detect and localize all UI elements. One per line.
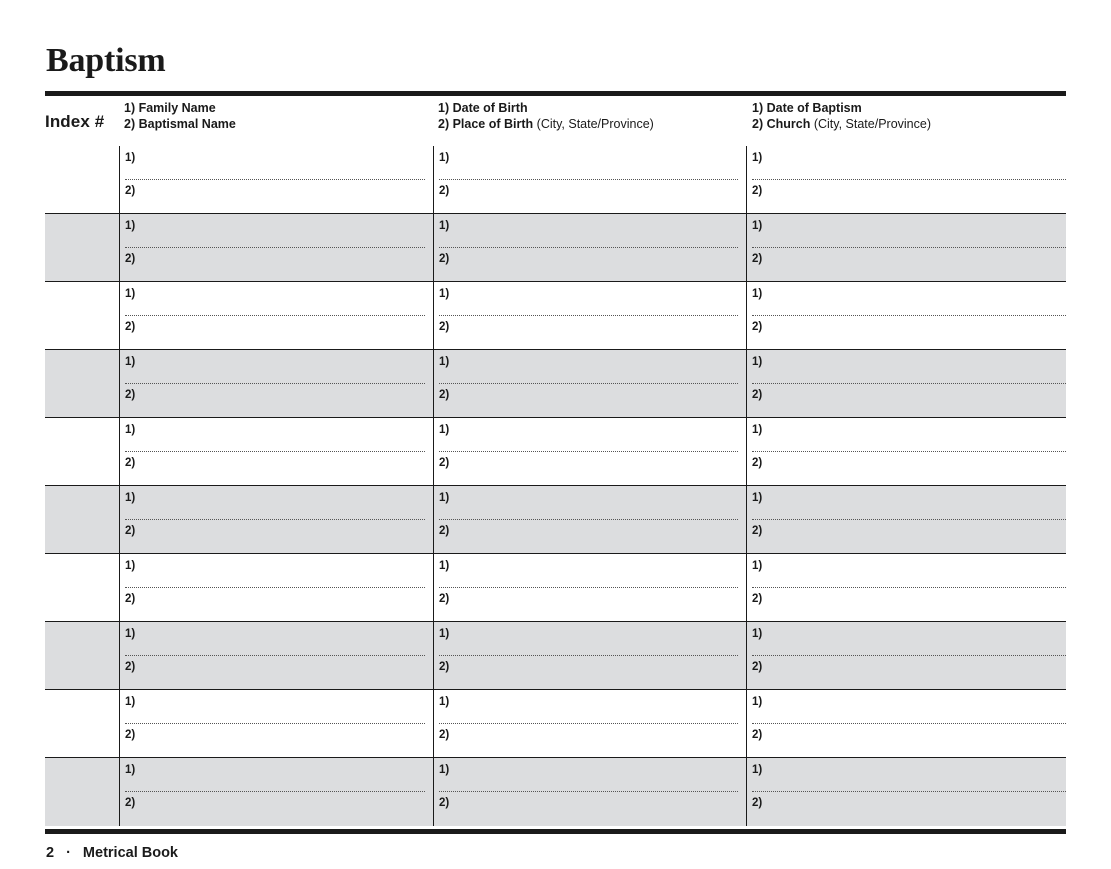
entry-label-2: 2)	[125, 661, 136, 673]
baptism-cell	[746, 282, 1066, 349]
entry-line[interactable]	[125, 791, 425, 792]
entry-line[interactable]	[752, 519, 1066, 520]
entry-label-1: 1)	[752, 492, 763, 504]
entry-label-2: 2)	[439, 525, 450, 537]
birth-cell	[433, 690, 746, 757]
column-header-note: (City, State/Province)	[813, 117, 931, 131]
entry-label-1: 1)	[752, 356, 763, 368]
entry-label-1: 1)	[439, 220, 450, 232]
register-table	[45, 146, 1066, 826]
entry-label-2: 2)	[125, 593, 136, 605]
entry-label-1: 1)	[439, 560, 450, 572]
entry-label-2: 2)	[752, 593, 763, 605]
entry-line[interactable]	[752, 179, 1066, 180]
table-row	[45, 554, 1066, 622]
entry-line[interactable]	[439, 247, 738, 248]
table-row	[45, 758, 1066, 826]
entry-label-1: 1)	[125, 288, 136, 300]
entry-label-2: 2)	[125, 321, 136, 333]
index-cell[interactable]	[45, 690, 119, 757]
entry-label-1: 1)	[125, 628, 136, 640]
page-footer	[46, 845, 178, 861]
entry-label-1: 1)	[752, 424, 763, 436]
entry-label-2: 2)	[752, 729, 763, 741]
index-cell[interactable]	[45, 554, 119, 621]
column-header-name	[124, 100, 236, 132]
entry-label-2: 2)	[125, 185, 136, 197]
entry-line[interactable]	[439, 723, 738, 724]
entry-label-2: 2)	[439, 797, 450, 809]
table-row	[45, 418, 1066, 486]
entry-label-2: 2)	[439, 593, 450, 605]
baptism-cell	[746, 622, 1066, 689]
birth-cell	[433, 418, 746, 485]
column-header-birth	[438, 100, 654, 132]
birth-cell	[433, 622, 746, 689]
name-cell	[119, 690, 433, 757]
entry-label-2: 2)	[439, 389, 450, 401]
birth-cell	[433, 282, 746, 349]
column-header-line1: 1) Family Name	[124, 101, 216, 115]
table-row	[45, 690, 1066, 758]
entry-label-2: 2)	[439, 457, 450, 469]
column-header-line2: 2) Place of Birth	[438, 117, 534, 131]
entry-label-1: 1)	[752, 220, 763, 232]
baptism-cell	[746, 554, 1066, 621]
table-row	[45, 146, 1066, 214]
entry-line[interactable]	[125, 179, 425, 180]
entry-line[interactable]	[752, 587, 1066, 588]
index-cell[interactable]	[45, 758, 119, 826]
entry-line[interactable]	[125, 315, 425, 316]
index-column-header: Index #	[45, 112, 105, 131]
index-cell[interactable]	[45, 146, 119, 213]
entry-label-1: 1)	[125, 560, 136, 572]
birth-cell	[433, 146, 746, 213]
entry-label-2: 2)	[439, 729, 450, 741]
entry-line[interactable]	[752, 791, 1066, 792]
entry-label-2: 2)	[752, 661, 763, 673]
column-header-baptism	[752, 100, 931, 132]
entry-label-1: 1)	[439, 628, 450, 640]
baptism-cell	[746, 758, 1066, 826]
entry-label-2: 2)	[752, 797, 763, 809]
entry-label-1: 1)	[125, 152, 136, 164]
entry-label-2: 2)	[125, 729, 136, 741]
entry-label-1: 1)	[439, 356, 450, 368]
column-header-line2: 2) Baptismal Name	[124, 117, 236, 131]
entry-label-2: 2)	[752, 321, 763, 333]
index-cell[interactable]	[45, 350, 119, 417]
table-row	[45, 214, 1066, 282]
entry-label-1: 1)	[439, 492, 450, 504]
entry-line[interactable]	[439, 587, 738, 588]
entry-label-1: 1)	[125, 356, 136, 368]
entry-label-1: 1)	[752, 560, 763, 572]
entry-line[interactable]	[439, 179, 738, 180]
name-cell	[119, 622, 433, 689]
entry-label-2: 2)	[439, 185, 450, 197]
entry-label-2: 2)	[752, 253, 763, 265]
column-header-line1: 1) Date of Birth	[438, 101, 528, 115]
table-row	[45, 282, 1066, 350]
index-cell[interactable]	[45, 214, 119, 281]
entry-label-2: 2)	[439, 661, 450, 673]
page-number: 2	[46, 845, 55, 861]
birth-cell	[433, 486, 746, 553]
table-header	[45, 96, 1066, 144]
entry-line[interactable]	[125, 451, 425, 452]
entry-label-1: 1)	[125, 696, 136, 708]
name-cell	[119, 758, 433, 826]
table-row	[45, 622, 1066, 690]
index-cell[interactable]	[45, 282, 119, 349]
column-header-note: (City, State/Province)	[536, 117, 654, 131]
birth-cell	[433, 214, 746, 281]
entry-label-2: 2)	[439, 321, 450, 333]
entry-label-1: 1)	[752, 764, 763, 776]
entry-label-2: 2)	[125, 457, 136, 469]
entry-label-2: 2)	[439, 253, 450, 265]
name-cell	[119, 486, 433, 553]
name-cell	[119, 418, 433, 485]
entry-line[interactable]	[752, 247, 1066, 248]
entry-label-2: 2)	[125, 797, 136, 809]
entry-line[interactable]	[439, 519, 738, 520]
entry-label-2: 2)	[752, 185, 763, 197]
entry-label-1: 1)	[752, 696, 763, 708]
entry-line[interactable]	[439, 315, 738, 316]
index-cell[interactable]	[45, 622, 119, 689]
entry-label-1: 1)	[125, 764, 136, 776]
entry-label-2: 2)	[125, 525, 136, 537]
entry-label-2: 2)	[752, 389, 763, 401]
entry-label-1: 1)	[439, 696, 450, 708]
name-cell	[119, 350, 433, 417]
entry-line[interactable]	[752, 383, 1066, 384]
baptism-cell	[746, 486, 1066, 553]
baptism-cell	[746, 214, 1066, 281]
entry-line[interactable]	[125, 383, 425, 384]
birth-cell	[433, 350, 746, 417]
entry-line[interactable]	[752, 655, 1066, 656]
entry-label-1: 1)	[439, 288, 450, 300]
entry-line[interactable]	[439, 383, 738, 384]
entry-label-1: 1)	[125, 220, 136, 232]
entry-line[interactable]	[439, 791, 738, 792]
birth-cell	[433, 758, 746, 826]
baptism-cell	[746, 350, 1066, 417]
entry-label-1: 1)	[752, 152, 763, 164]
page-title: Baptism	[46, 42, 166, 79]
column-header-line2: 2) Church	[752, 117, 811, 131]
name-cell	[119, 554, 433, 621]
entry-line[interactable]	[752, 723, 1066, 724]
entry-label-2: 2)	[752, 525, 763, 537]
entry-line[interactable]	[125, 723, 425, 724]
entry-line[interactable]	[125, 587, 425, 588]
entry-label-1: 1)	[439, 764, 450, 776]
entry-line[interactable]	[439, 655, 738, 656]
entry-label-1: 1)	[125, 424, 136, 436]
name-cell	[119, 282, 433, 349]
column-header-line1: 1) Date of Baptism	[752, 101, 862, 115]
table-row	[45, 350, 1066, 418]
entry-label-2: 2)	[752, 457, 763, 469]
name-cell	[119, 146, 433, 213]
baptism-cell	[746, 146, 1066, 213]
entry-line[interactable]	[439, 451, 738, 452]
name-cell	[119, 214, 433, 281]
table-row	[45, 486, 1066, 554]
entry-label-1: 1)	[125, 492, 136, 504]
baptism-cell	[746, 690, 1066, 757]
entry-label-1: 1)	[752, 628, 763, 640]
entry-line[interactable]	[125, 519, 425, 520]
entry-label-2: 2)	[125, 253, 136, 265]
bottom-rule	[45, 829, 1066, 834]
entry-label-1: 1)	[752, 288, 763, 300]
index-cell[interactable]	[45, 418, 119, 485]
entry-label-1: 1)	[439, 152, 450, 164]
footer-separator: ·	[66, 845, 71, 861]
entry-line[interactable]	[125, 247, 425, 248]
entry-line[interactable]	[125, 655, 425, 656]
book-title: Metrical Book	[82, 845, 179, 861]
birth-cell	[433, 554, 746, 621]
baptism-cell	[746, 418, 1066, 485]
entry-line[interactable]	[752, 451, 1066, 452]
entry-label-2: 2)	[125, 389, 136, 401]
index-cell[interactable]	[45, 486, 119, 553]
entry-line[interactable]	[752, 315, 1066, 316]
entry-label-1: 1)	[439, 424, 450, 436]
